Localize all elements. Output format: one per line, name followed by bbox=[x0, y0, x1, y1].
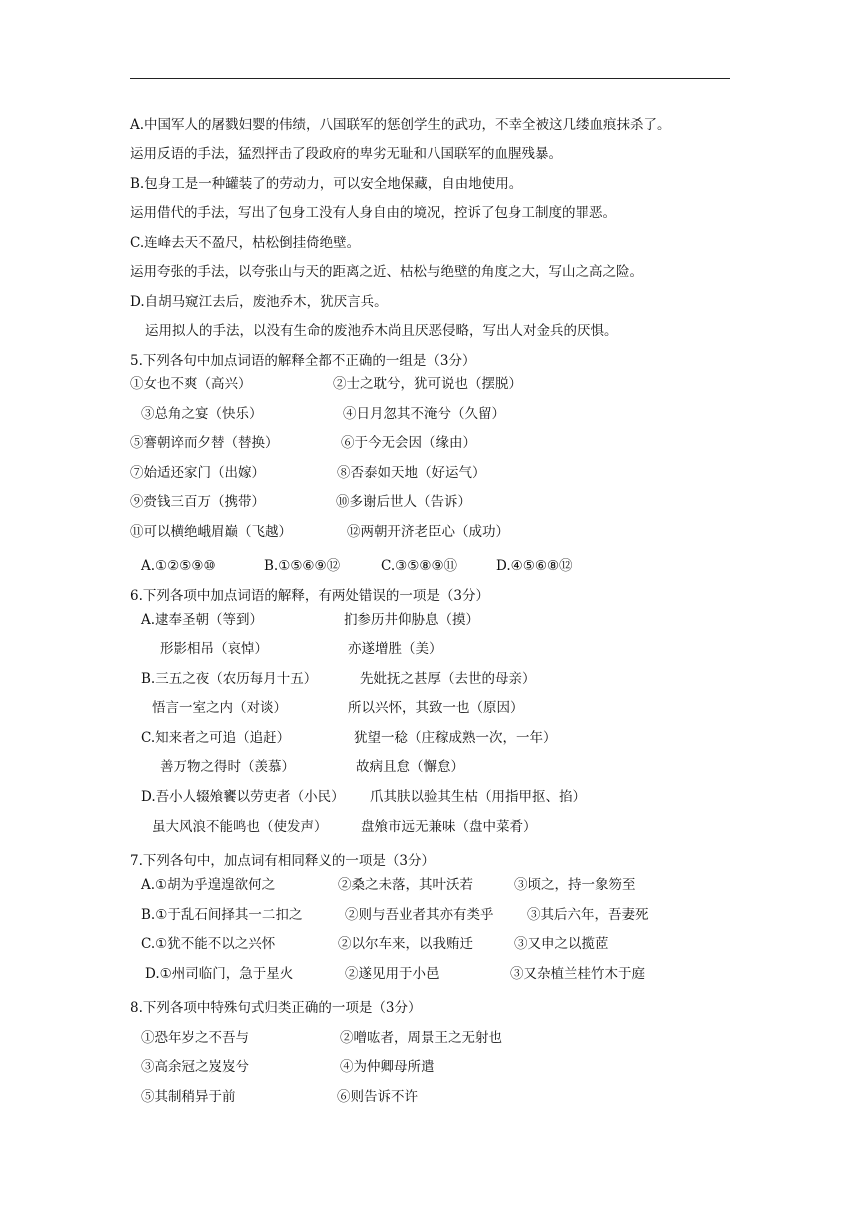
q5-stem: 5.下列各句中加点词语的解释全都不正确的一组是（3分） bbox=[130, 353, 476, 369]
q5-option: D.④⑤⑥⑧⑫ bbox=[496, 558, 573, 574]
q4-option-b: B.包身工是一种罐装了的劳动力，可以安全地保藏，自由地使用。 bbox=[130, 176, 523, 192]
q6-item: 亦遂增胜（美） bbox=[348, 641, 443, 657]
header-rule bbox=[130, 78, 730, 79]
q4-option-d-analysis: 运用拟人的手法，以没有生命的废池乔木尚且厌恶侵略，写出人对金兵的厌惧。 bbox=[145, 323, 618, 339]
q7-item: A.①胡为乎遑遑欲何之 bbox=[141, 877, 276, 893]
q5-item: ⑥于今无会因（缘由） bbox=[341, 435, 476, 451]
q8-item: ①恐年岁之不吾与 bbox=[141, 1030, 249, 1046]
q5-item: ④日月忽其不淹兮（久留） bbox=[343, 406, 505, 422]
q7-item: ③其后六年，吾妻死 bbox=[527, 907, 649, 923]
q6-item: 形影相吊（哀悼） bbox=[160, 641, 268, 657]
q7-item: D.①州司临门，急于星火 bbox=[145, 966, 294, 982]
q5-item: ⑪可以横绝峨眉巅（飞越） bbox=[130, 524, 292, 540]
q5-item: ⑫两朝开济老臣心（成功） bbox=[347, 524, 509, 540]
q4-option-b-analysis: 运用借代的手法，写出了包身工没有人身自由的境况，控诉了包身工制度的罪恶。 bbox=[130, 205, 616, 221]
q4-option-a-analysis: 运用反语的手法，猛烈抨击了段政府的卑劣无耻和八国联军的血腥残暴。 bbox=[130, 146, 562, 162]
q6-item: 扪参历井仰胁息（摸） bbox=[344, 612, 479, 628]
q5-item: ⑩多谢后世人（告诉） bbox=[336, 494, 471, 510]
q5-option: C.③⑤⑧⑨⑪ bbox=[381, 558, 458, 574]
q6-item: 善万物之得时（羡慕） bbox=[160, 759, 295, 775]
q8-item: ⑤其制稍异于前 bbox=[141, 1089, 236, 1105]
q5-item: ⑧否泰如天地（好运气） bbox=[337, 465, 486, 481]
q5-option: B.①⑤⑥⑨⑫ bbox=[264, 558, 341, 574]
q5-item: ①女也不爽（高兴） bbox=[130, 376, 252, 392]
q6-item: B.三五之夜（农历每月十五） bbox=[141, 671, 318, 687]
q7-item: ②桑之未落，其叶沃若 bbox=[338, 877, 473, 893]
q8-item: ③高余冠之岌岌兮 bbox=[141, 1059, 249, 1075]
q4-option-c-analysis: 运用夸张的手法，以夸张山与天的距离之近、枯松与绝壁的角度之大，写山之高之险。 bbox=[130, 264, 643, 280]
q6-item: 所以兴怀，其致一也（原因） bbox=[348, 700, 524, 716]
q7-item: ②遂见用于小邑 bbox=[345, 966, 440, 982]
q8-item: ⑥则告诉不许 bbox=[337, 1089, 418, 1105]
q7-stem: 7.下列各句中，加点词有相同释义的一项是（3分） bbox=[130, 853, 435, 869]
q7-item: ③又申之以揽茝 bbox=[514, 936, 609, 952]
q5-item: ⑤謇朝谇而夕替（替换） bbox=[130, 435, 279, 451]
q8-item: ②噌吰者，周景王之无射也 bbox=[340, 1030, 502, 1046]
q8-item: ④为仲卿母所遣 bbox=[340, 1059, 435, 1075]
q4-option-a: A.中国军人的屠戮妇婴的伟绩，八国联军的惩创学生的武功，不幸全被这几缕血痕抹杀了。 bbox=[130, 117, 671, 133]
q6-stem: 6.下列各项中加点词语的解释，有两处错误的一项是（3分） bbox=[130, 588, 489, 604]
q6-item: 悟言一室之内（对谈） bbox=[152, 700, 287, 716]
q6-item: 犹望一稔（庄稼成熟一次，一年） bbox=[354, 730, 557, 746]
q5-item: ③总角之宴（快乐） bbox=[141, 406, 263, 422]
q4-option-c: C.连峰去天不盈尺，枯松倒挂倚绝壁。 bbox=[130, 235, 361, 251]
q6-item: C.知来者之可追（追赶） bbox=[141, 730, 291, 746]
q6-item: A.逮奉圣朝（等到） bbox=[141, 612, 264, 628]
q7-item: ②以尔车来，以我贿迁 bbox=[338, 936, 473, 952]
q4-option-d: D.自胡马窥江去后，废池乔木，犹厌言兵。 bbox=[130, 294, 388, 310]
q8-stem: 8.下列各项中特殊句式归类正确的一项是（3分） bbox=[130, 1000, 422, 1016]
q5-item: ②士之耽兮，犹可说也（摆脱） bbox=[333, 376, 522, 392]
q7-item: ②则与吾业者其亦有类乎 bbox=[345, 907, 494, 923]
q7-item: ③又杂植兰桂竹木于庭 bbox=[510, 966, 645, 982]
q6-item: 先妣抚之甚厚（去世的母亲） bbox=[360, 671, 536, 687]
q7-item: ③顷之，持一象笏至 bbox=[514, 877, 636, 893]
q7-item: C.①犹不能不以之兴怀 bbox=[141, 936, 276, 952]
q5-option: A.①②⑤⑨⑩ bbox=[141, 558, 216, 574]
q6-item: 虽大风浪不能鸣也（使发声） bbox=[152, 819, 328, 835]
q7-item: B.①于乱石间择其一二扣之 bbox=[141, 907, 303, 923]
q6-item: 故病且怠（懈怠） bbox=[356, 759, 464, 775]
q6-item: 盘飧市远无兼味（盘中菜肴） bbox=[361, 819, 537, 835]
q5-item: ⑨赍钱三百万（携带） bbox=[130, 494, 265, 510]
q6-item: D.吾小人辍飧饔以劳吏者（小民） bbox=[141, 789, 345, 805]
q6-item: 爪其肤以验其生枯（用指甲抠、掐） bbox=[370, 789, 586, 805]
q5-item: ⑦始适还家门（出嫁） bbox=[130, 465, 265, 481]
